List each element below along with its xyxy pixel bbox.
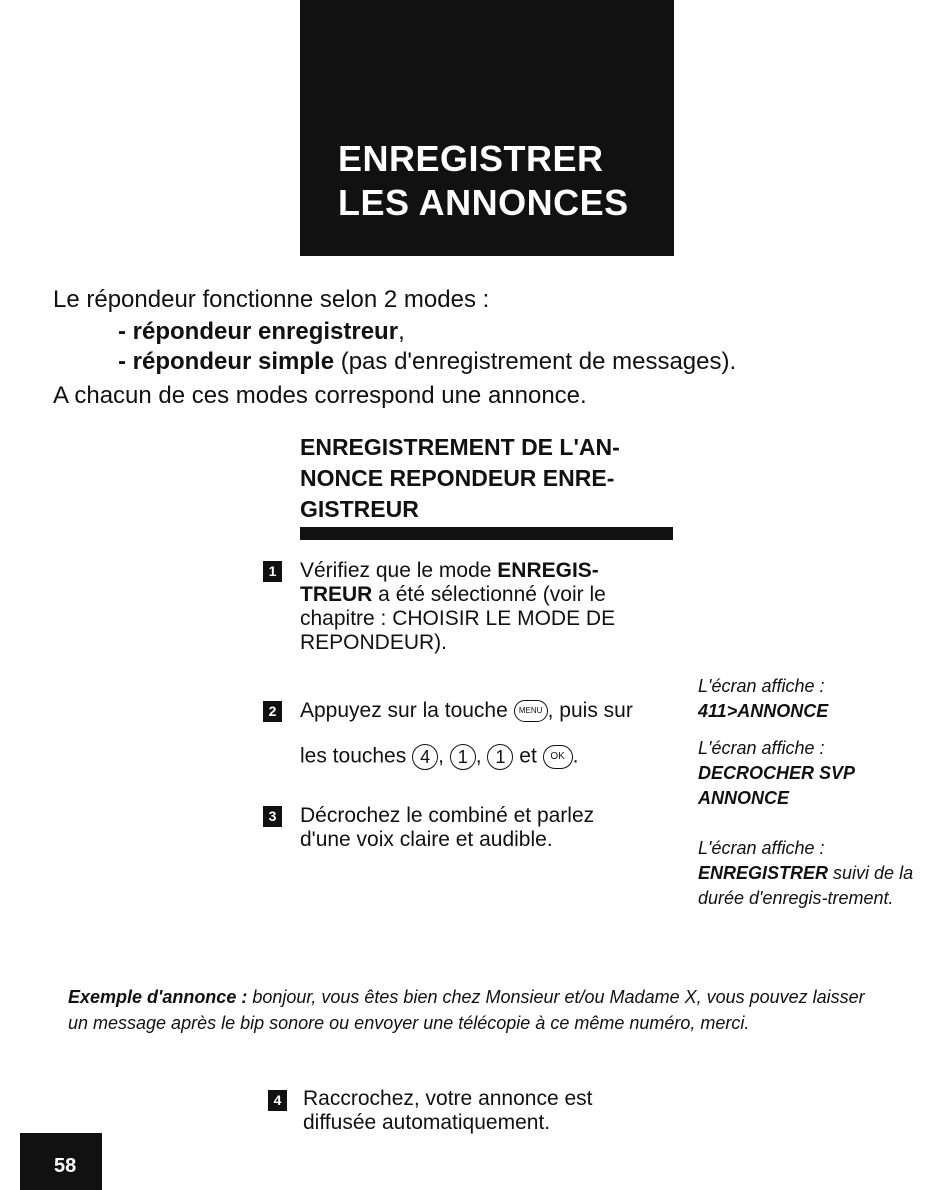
page-number: 58 <box>54 1155 77 1177</box>
step-number-3: 3 <box>263 806 282 827</box>
intro-conclusion: A chacun de ces modes correspond une annonce. <box>53 382 587 409</box>
separator: , <box>438 744 444 768</box>
mode-recorder-suffix: , <box>398 318 405 345</box>
section-divider <box>300 527 673 540</box>
screen-note-3-label: L'écran affiche : <box>698 838 825 858</box>
mode-simple-label: - répondeur simple <box>118 348 335 375</box>
screen-note-1-display: 411>ANNONCE <box>698 701 829 721</box>
step-number-1: 1 <box>263 561 282 582</box>
mode-recorder-label: - répondeur enregistreur <box>118 318 399 345</box>
key-4-icon: 4 <box>412 744 438 770</box>
screen-note-3-display: ENREGISTRER <box>698 863 829 883</box>
example-label: Exemple d'annonce : <box>68 987 248 1007</box>
screen-note-1-label: L'écran affiche : <box>698 676 825 696</box>
separator: , <box>475 744 482 768</box>
key-1-icon: 1 <box>450 744 476 770</box>
key-1-icon: 1 <box>487 744 513 770</box>
screen-note-3 <box>698 836 916 911</box>
step-1-post: a été sélectionné (voir le chapitre : CHOISIR LE MODE DE REPONDEUR). <box>300 583 616 654</box>
screen-note-2 <box>698 736 938 811</box>
step-1-mode-bold: ENREGIS- <box>497 559 599 582</box>
step-2-and: et <box>513 744 543 768</box>
intro-line: Le répondeur fonctionne selon 2 modes : <box>53 286 490 313</box>
mode-item-simple <box>118 348 736 376</box>
step-1-text <box>300 559 660 655</box>
screen-note-2-label: L'écran affiche : <box>698 738 825 758</box>
period: . <box>572 744 579 768</box>
chapter-title-line-1: ENREGISTRER <box>338 138 604 179</box>
screen-note-1 <box>698 674 938 724</box>
step-1-pre: Vérifiez que le mode <box>300 559 498 582</box>
page-number-box <box>20 1133 102 1190</box>
chapter-title-box <box>300 0 674 256</box>
mode-item-recorder <box>118 318 405 346</box>
example-announcement <box>68 984 888 1036</box>
example-text: bonjour, vous êtes bien chez Monsieur et/ou Madame X, vous pouvez laisser un message après le bip sonore ou envoyer une télécopie à ce même numéro, merci. <box>68 987 865 1033</box>
section-heading-line-3: GISTREUR <box>300 496 419 522</box>
screen-note-3-suffix: suivi de la durée d'enregis-trement. <box>698 863 914 908</box>
ok-key-icon: OK <box>543 745 573 769</box>
menu-key-icon: MENU <box>514 700 548 722</box>
section-heading-line-1: ENREGISTREMENT DE L'AN- <box>300 434 620 460</box>
section-heading <box>300 432 680 525</box>
step-3-text: Décrochez le combiné et parlez d'une voix claire et audible. <box>300 804 595 851</box>
step-4-text: Raccrochez, votre annonce est diffusée automatiquement. <box>303 1087 593 1134</box>
chapter-title-line-2: LES ANNONCES <box>338 182 629 223</box>
step-2-line2-pre: les touches <box>300 744 413 768</box>
step-number-4: 4 <box>268 1090 287 1111</box>
step-number-2: 2 <box>263 701 282 722</box>
step-2-line-2 <box>300 744 690 770</box>
section-heading-line-2: NONCE REPONDEUR ENRE- <box>300 465 615 491</box>
step-1-mode-bold-2: TREUR <box>300 583 373 606</box>
step-2-mid: , puis sur <box>547 699 633 722</box>
step-2-pre: Appuyez sur la touche <box>300 699 514 722</box>
screen-note-2-display: DECROCHER SVP ANNONCE <box>698 763 855 808</box>
step-2-line-1 <box>300 699 690 723</box>
mode-simple-desc: (pas d'enregistrement de messages). <box>334 348 737 375</box>
